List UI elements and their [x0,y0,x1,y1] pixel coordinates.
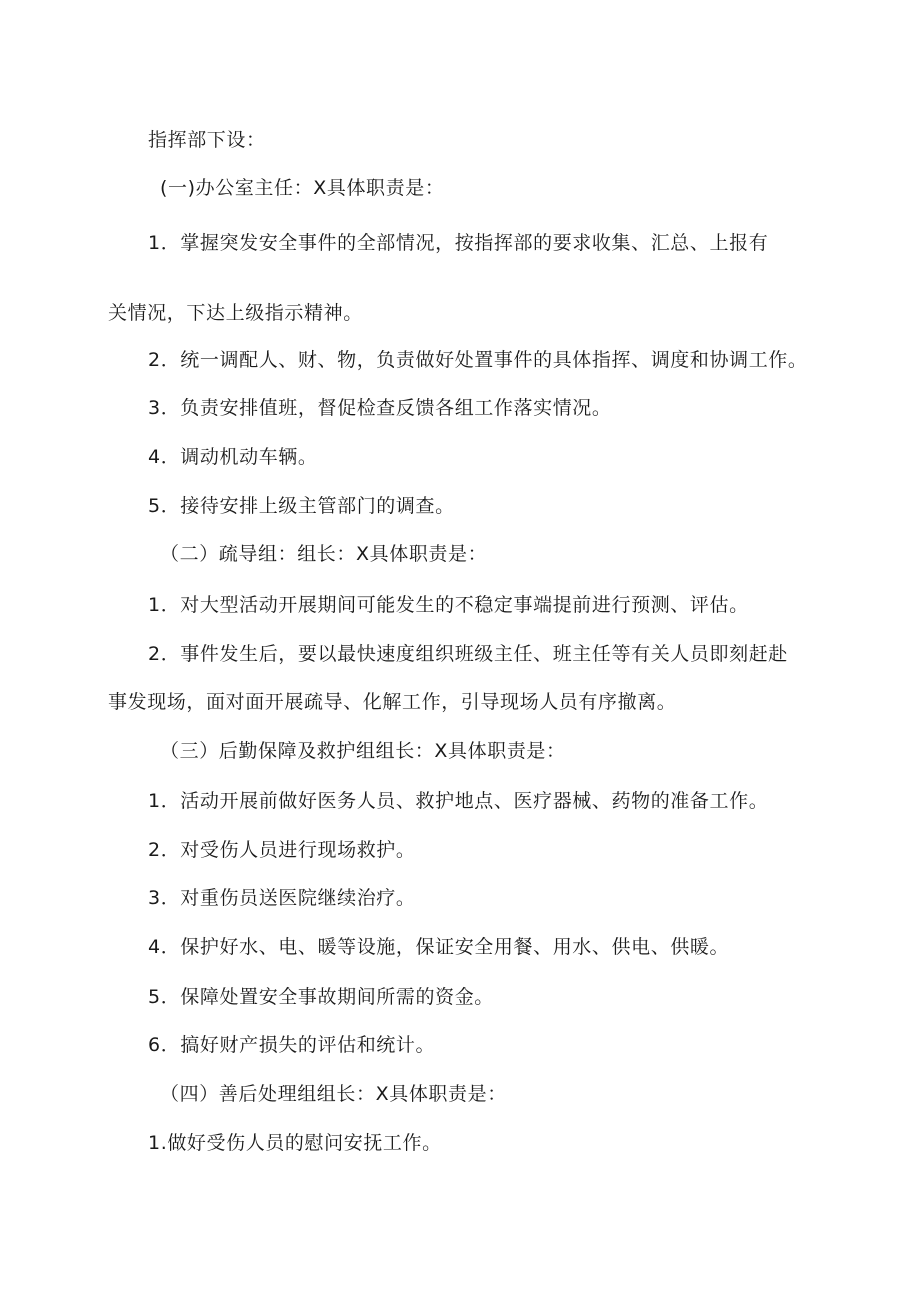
section-3-item-6: 6．搞好财产损失的评估和统计。 [148,1034,436,1056]
section-2-item-2-cont: 事发现场，面对面开展疏导、化解工作，引导现场人员有序撤离。 [108,691,677,713]
section-3-item-4: 4．保护好水、电、暖等设施，保证安全用餐、用水、供电、供暖。 [148,936,730,958]
section-4-item-1: 1.做好受伤人员的慰问安抚工作。 [148,1132,442,1154]
section-3-item-1: 1．活动开展前做好医务人员、救护地点、医疗器械、药物的准备工作。 [148,790,769,812]
section-1-heading: (一)办公室主任：X具体职责是： [160,177,445,199]
section-1-item-2: 2．统一调配人、财、物，负责做好处置事件的具体指挥、调度和协调工作。 [148,349,808,371]
section-3-item-2: 2．对受伤人员进行现场救护。 [148,839,416,861]
section-1-item-3: 3．负责安排值班，督促检查反馈各组工作落实情况。 [148,397,612,419]
section-3-item-3: 3．对重伤员送医院继续治疗。 [148,887,416,909]
section-1-item-1: 1．掌握突发安全事件的全部情况，按指挥部的要求收集、汇总、上报有 [148,232,769,254]
section-2-item-1: 1．对大型活动开展期间可能发生的不稳定事端提前进行预测、评估。 [148,594,749,616]
section-3-item-5: 5．保障处置安全事故期间所需的资金。 [148,986,494,1008]
section-1-item-1-cont: 关情况，下达上级指示精神。 [108,302,363,324]
section-4-heading: （四）善后处理组组长：X具体职责是： [160,1083,507,1105]
section-1-item-4: 4．调动机动车辆。 [148,446,318,468]
intro-line: 指挥部下设： [148,129,266,151]
section-3-heading: （三）后勤保障及救护组组长：X具体职责是： [160,740,566,762]
section-2-heading: （二）疏导组：组长：X具体职责是： [160,543,488,565]
section-1-item-5: 5．接待安排上级主管部门的调查。 [148,495,455,517]
section-2-item-2: 2．事件发生后，要以最快速度组织班级主任、班主任等有关人员即刻赶赴 [148,643,788,665]
